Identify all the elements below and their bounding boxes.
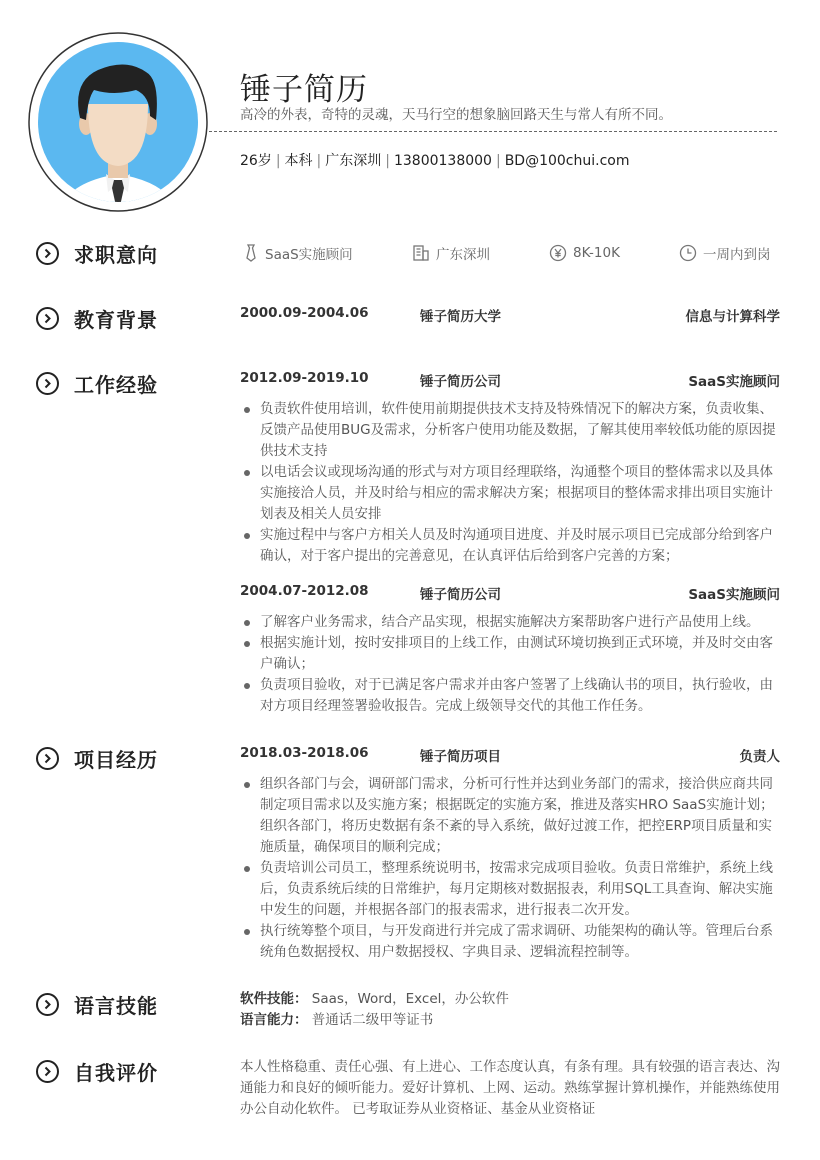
- contact-email: BD@100chui.com: [504, 153, 630, 169]
- list-item: 执行统筹整个项目，与开发商进行并完成了需求调研、功能架构的确认等。管理后台系统角色数据授权、用户数据授权、字典目录、逻辑流程控制等。: [242, 921, 782, 963]
- list-item: 负责软件使用培训，软件使用前期提供技术支持及特殊情况下的解决方案，负责收集、反馈产品使用BUG及需求，分析客户使用功能及数据，了解其使用率较低功能的原因提供技术支持: [242, 399, 782, 462]
- work-company: 锤子简历公司: [420, 587, 501, 603]
- education-row: [240, 305, 780, 323]
- contact-age: 26岁: [240, 153, 272, 169]
- chevron-right-icon: [36, 372, 59, 395]
- intent-position-text: SaaS实施顾问: [265, 247, 353, 263]
- resume-motto: 高冷的外表，奇特的灵魂，天马行空的想象脑回路天生与常人有所不同。: [240, 107, 672, 123]
- intent-salary: [549, 244, 620, 262]
- section-heading-work: [36, 368, 158, 398]
- section-heading-intent: [36, 238, 158, 268]
- education-major: 信息与计算科学: [685, 309, 780, 325]
- language-skills-label: 语言能力：: [240, 1012, 308, 1028]
- section-heading-project: [36, 743, 158, 773]
- list-item: 以电话会议或现场沟通的形式与对方项目经理联络，沟通整个项目的整体需求以及具体实施接洽人员，并及时给与相应的需求解决方案；根据项目的整体需求排出项目实施计划表及相关人员安排: [242, 462, 782, 525]
- work-role: SaaS实施顾问: [688, 587, 780, 603]
- section-title: 工作经验: [74, 372, 158, 397]
- project-date: 2018.03-2018.06: [240, 745, 369, 761]
- chevron-right-icon: [36, 1060, 59, 1083]
- list-item: 负责培训公司员工，整理系统说明书，按需求完成项目验收。负责日常维护，系统上线后，负责系统后续的日常维护，每月定期核对数据报表，利用SQL工具查询、解决实施中发生的问题，并根据各部门的报表需求，进行报表二次开发。: [242, 858, 782, 921]
- contact-degree: 本科: [284, 153, 313, 169]
- skills-block: [240, 989, 780, 1031]
- contact-line: [240, 150, 629, 170]
- chevron-right-icon: [36, 307, 59, 330]
- list-item: 负责项目验收，对于已满足客户需求并由客户签署了上线确认书的项目，执行验收，由对方项目经理签署验收报告。完成上级领导交代的其他工作任务。: [242, 675, 782, 717]
- intent-availability-text: 一周内到岗: [703, 247, 771, 263]
- work-entry-row: [240, 583, 780, 601]
- header-divider: [209, 131, 777, 132]
- chevron-right-icon: [36, 242, 59, 265]
- language-skills-value: 普通话二级甲等证书: [311, 1012, 434, 1028]
- separator: |: [385, 153, 390, 169]
- education-date: 2000.09-2004.06: [240, 305, 369, 321]
- section-title: 项目经历: [74, 747, 158, 772]
- software-skills-label: 软件技能：: [240, 991, 308, 1007]
- intent-availability: [679, 244, 771, 262]
- avatar: [28, 32, 208, 212]
- clock-icon: [679, 244, 697, 262]
- section-heading-education: [36, 303, 158, 333]
- list-item: 根据实施计划，按时安排项目的上线工作，由测试环境切换到正式环境，并及时交由客户确认；: [242, 633, 782, 675]
- language-skills: [240, 1010, 780, 1031]
- work-date: 2004.07-2012.08: [240, 583, 369, 599]
- section-title: 教育背景: [74, 307, 158, 332]
- list-item: 了解客户业务需求，结合产品实现，根据实施解决方案帮助客户进行产品使用上线。: [242, 612, 782, 633]
- section-heading-self: [36, 1056, 158, 1086]
- project-duties-list: [242, 774, 782, 963]
- list-item: 组织各部门与会，调研部门需求，分析可行性并达到业务部门的需求，接洽供应商共同制定项目需求以及实施方案；根据既定的实施方案，推进及落实HRO SaaS实施计划； 组织各部门，将历史数据有条不紊的导入系统，做好过渡工作，把控ERP项目质量和实施质量，确保项目的顺利完成；: [242, 774, 782, 858]
- separator: |: [275, 153, 281, 169]
- intent-salary-text: 8K-10K: [573, 245, 620, 261]
- work-company: 锤子简历公司: [420, 374, 501, 390]
- self-evaluation-text: 本人性格稳重、责任心强、有上进心、工作态度认真，有条有理。具有较强的语言表达、沟通能力和良好的倾听能力。爱好计算机、上网、运动。熟练掌握计算机操作，并能熟练使用办公自动化软件。 已考取证券从业资格证、基金从业资格证: [240, 1059, 780, 1117]
- work-role: SaaS实施顾问: [688, 374, 780, 390]
- contact-location: 广东深圳: [325, 153, 382, 169]
- software-skills-value: Saas，Word，Excel，办公软件: [311, 991, 509, 1007]
- chevron-right-icon: [36, 993, 59, 1016]
- education-school: 锤子简历大学: [420, 309, 501, 325]
- list-item: 实施过程中与客户方相关人员及时沟通项目进度、并及时展示项目已完成部分给到客户确认，对于客户提出的完善意见，在认真评估后给到客户完善的方案；: [242, 525, 782, 567]
- intent-location-text: 广东深圳: [436, 247, 490, 263]
- intent-position: [243, 244, 353, 262]
- work-duties-list: [242, 399, 782, 567]
- work-duties-list: [242, 612, 782, 717]
- software-skills: [240, 989, 780, 1010]
- project-role: 负责人: [739, 749, 780, 765]
- work-entry-row: [240, 370, 780, 388]
- resume-name: 锤子简历: [240, 72, 368, 108]
- section-title: 自我评价: [74, 1060, 158, 1085]
- section-title: 语言技能: [74, 993, 158, 1018]
- project-name: 锤子简历项目: [420, 749, 501, 765]
- separator: |: [316, 153, 322, 169]
- work-date: 2012.09-2019.10: [240, 370, 369, 386]
- project-row: [240, 745, 780, 763]
- yen-icon: [549, 244, 567, 262]
- section-title: 求职意向: [74, 242, 158, 267]
- chevron-right-icon: [36, 747, 59, 770]
- contact-phone: 13800138000: [393, 153, 492, 169]
- section-heading-skills: [36, 989, 158, 1019]
- tie-icon: [243, 244, 259, 262]
- separator: |: [495, 153, 501, 169]
- intent-location: [412, 244, 490, 262]
- building-icon: [412, 244, 430, 262]
